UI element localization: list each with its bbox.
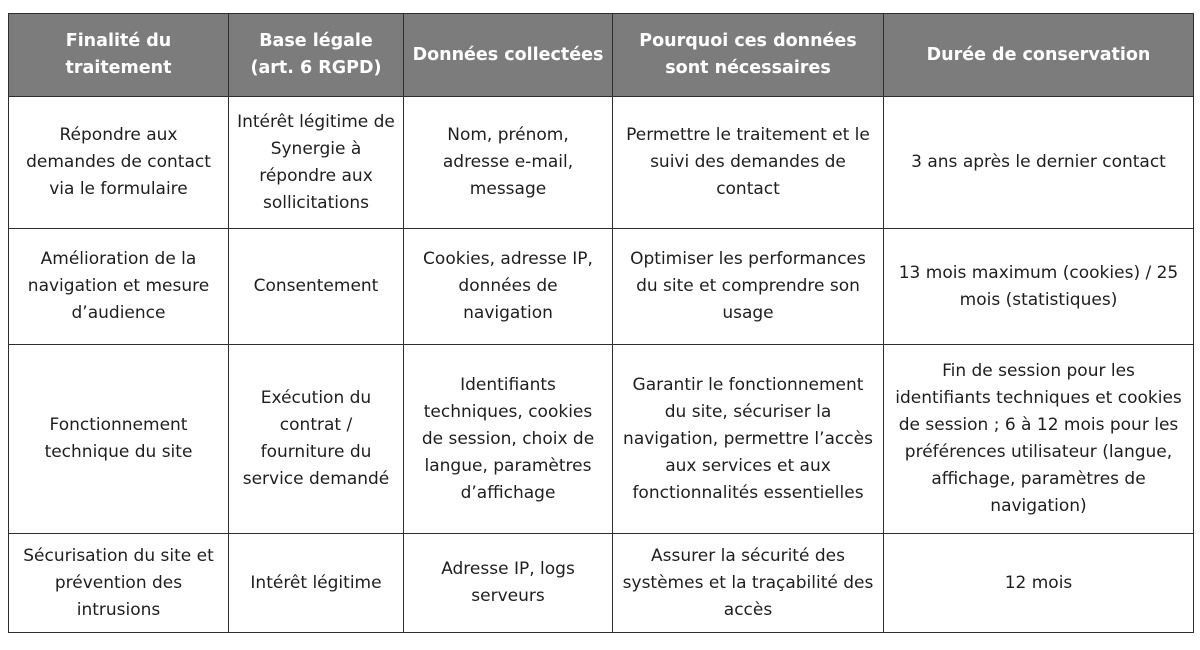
table-row bbox=[9, 97, 1194, 229]
cell-necessity: Permettre le traitement et le suivi des demandes de contact bbox=[613, 97, 884, 229]
header-legal-basis: Base légale (art. 6 RGPD) bbox=[229, 14, 404, 97]
header-necessity: Pourquoi ces données sont nécessaires bbox=[613, 14, 884, 97]
cell-retention: Fin de session pour les identifiants techniques et cookies de session ; 6 à 12 mois pour les préférences utilisateur (langue, affichage, paramètres de navigation) bbox=[884, 345, 1194, 534]
cell-data-collected: Cookies, adresse IP, données de navigation bbox=[404, 229, 613, 345]
cell-retention: 12 mois bbox=[884, 534, 1194, 633]
cell-necessity: Assurer la sécurité des systèmes et la traçabilité des accès bbox=[613, 534, 884, 633]
cell-legal-basis: Intérêt légitime bbox=[229, 534, 404, 633]
cell-necessity: Optimiser les performances du site et comprendre son usage bbox=[613, 229, 884, 345]
cell-data-collected: Adresse IP, logs serveurs bbox=[404, 534, 613, 633]
cell-legal-basis: Consentement bbox=[229, 229, 404, 345]
table-header-row bbox=[9, 14, 1194, 97]
table-row bbox=[9, 345, 1194, 534]
cell-legal-basis: Exécution du contrat / fourniture du service demandé bbox=[229, 345, 404, 534]
cell-retention: 13 mois maximum (cookies) / 25 mois (statistiques) bbox=[884, 229, 1194, 345]
table-row bbox=[9, 229, 1194, 345]
cell-purpose: Sécurisation du site et prévention des intrusions bbox=[9, 534, 229, 633]
cell-purpose: Amélioration de la navigation et mesure d’audience bbox=[9, 229, 229, 345]
gdpr-table-container bbox=[8, 13, 1194, 633]
cell-necessity: Garantir le fonctionnement du site, sécuriser la navigation, permettre l’accès aux services et aux fonctionnalités essentielles bbox=[613, 345, 884, 534]
header-purpose: Finalité du traitement bbox=[9, 14, 229, 97]
cell-purpose: Répondre aux demandes de contact via le formulaire bbox=[9, 97, 229, 229]
gdpr-processing-table bbox=[8, 13, 1194, 633]
cell-legal-basis: Intérêt légitime de Synergie à répondre aux sollicitations bbox=[229, 97, 404, 229]
header-retention: Durée de conservation bbox=[884, 14, 1194, 97]
header-data-collected: Données collectées bbox=[404, 14, 613, 97]
cell-retention: 3 ans après le dernier contact bbox=[884, 97, 1194, 229]
cell-data-collected: Nom, prénom, adresse e-mail, message bbox=[404, 97, 613, 229]
cell-purpose: Fonctionnement technique du site bbox=[9, 345, 229, 534]
cell-data-collected: Identifiants techniques, cookies de session, choix de langue, paramètres d’affichage bbox=[404, 345, 613, 534]
table-row bbox=[9, 534, 1194, 633]
